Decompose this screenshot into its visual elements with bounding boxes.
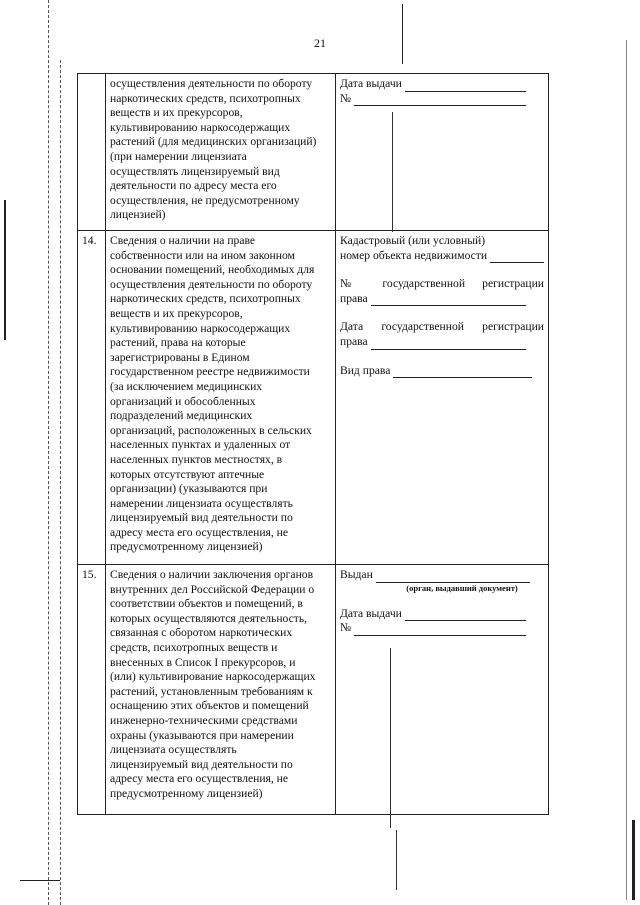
row-number: 14. [78, 231, 106, 565]
table-row [78, 231, 549, 565]
description-text: осуществления деятельности по обороту наркотических средств, психотропных веществ и их прекурсоров, культивированию наркосодержащих растений (для медицинских организаций) (при намерении лицензиата осуществлять лицензируемый вид деятельности по адресу места его осуществления, не предусмотренному лицензией) [110, 77, 317, 222]
scan-edge-line [402, 4, 403, 64]
table-row [78, 565, 549, 815]
scan-edge-line [20, 880, 60, 881]
hand-drawn-line [390, 648, 391, 828]
reg-date-label-line2: права [340, 334, 368, 348]
reg-date-label-line1: Дата государственной регистрации [340, 320, 544, 334]
reg-number-label-line2: права [340, 291, 368, 305]
reg-number-blank [371, 294, 526, 306]
issue-date-blank [405, 80, 526, 92]
row-number [78, 74, 106, 231]
issued-by-blank [376, 571, 530, 583]
right-type-field [340, 364, 532, 379]
reg-number-label-line1: № государственной регистрации [340, 277, 544, 291]
row-description [106, 565, 336, 815]
row-values [336, 74, 549, 231]
page-number: 21 [314, 36, 326, 50]
row-values [336, 231, 549, 565]
issue-date-blank [405, 609, 526, 621]
reg-date-blank [371, 338, 526, 350]
issued-by-field [340, 568, 530, 583]
row-values [336, 565, 549, 815]
issue-date-field [340, 607, 526, 622]
description-text: Сведения о наличии на праве собственности или на ином законном основании помещений, необходимых для осуществления деятельности по обороту наркотических средств, психотропных веществ и их прекурсоров, культивированию наркосодержащих растений, права на которые зарегистрированы в Едином государственном реестре недвижимости (за исключением медицинских организаций и обособленных подразделений медицинских организаций, расположенных в сельских населенных пунктах и удаленных от населенных пунктов местностях, в которых отсутствуют аптечные организации) (указываются при намерении лицензиата осуществлять лицензируемый вид деятельности по адресу места его осуществления, не предусмотренному лицензией) [110, 234, 315, 554]
hand-drawn-line [392, 112, 393, 232]
number-label: № [340, 621, 352, 635]
right-type-label: Вид права [340, 363, 391, 377]
license-info-table [77, 73, 549, 815]
number-label: № [340, 91, 352, 105]
description-text: Сведения о наличии заключения органов внутренних дел Российской Федерации о соответствии объектов и помещений, в которых осуществляются деятельность, связанная с оборотом наркотических средств, психотропных веществ и внесенных в Список I прекурсоров, и (или) культивирование наркосодержащих растений, установленным требованиям к оснащению этих объектов и помещений инженерно-техническими средствами охраны (указываются при намерении лицензиата осуществлять лицензируемый вид деятельности по адресу места его осуществления, не предусмотренному лицензией) [110, 568, 316, 800]
number-field [340, 621, 526, 636]
issue-date-label: Дата выдачи [340, 606, 402, 620]
issue-date-field [340, 77, 526, 92]
reg-date-field [340, 335, 526, 350]
hand-drawn-line [396, 830, 397, 890]
row-description [106, 74, 336, 231]
cadastral-label-line2: номер объекта недвижимости [340, 248, 488, 262]
issued-by-label: Выдан [340, 568, 373, 581]
issue-date-label: Дата выдачи [340, 77, 402, 90]
table-row [78, 74, 549, 231]
issued-by-caption: (орган, выдавший документ) [406, 582, 518, 593]
scan-fold-line [48, 0, 49, 905]
cadastral-blank [490, 251, 544, 263]
row-number: 15. [78, 565, 106, 815]
number-field [340, 92, 526, 107]
scan-edge-line [4, 200, 6, 340]
number-blank [354, 624, 526, 636]
scan-fold-line [60, 60, 61, 905]
cadastral-field [340, 249, 544, 264]
scan-edge-line [626, 40, 627, 900]
number-blank [354, 94, 526, 106]
reg-number-field [340, 292, 526, 307]
scan-edge-line [632, 820, 635, 900]
cadastral-label-line1: Кадастровый (или условный) [340, 234, 486, 247]
right-type-blank [393, 366, 532, 378]
row-description [106, 231, 336, 565]
